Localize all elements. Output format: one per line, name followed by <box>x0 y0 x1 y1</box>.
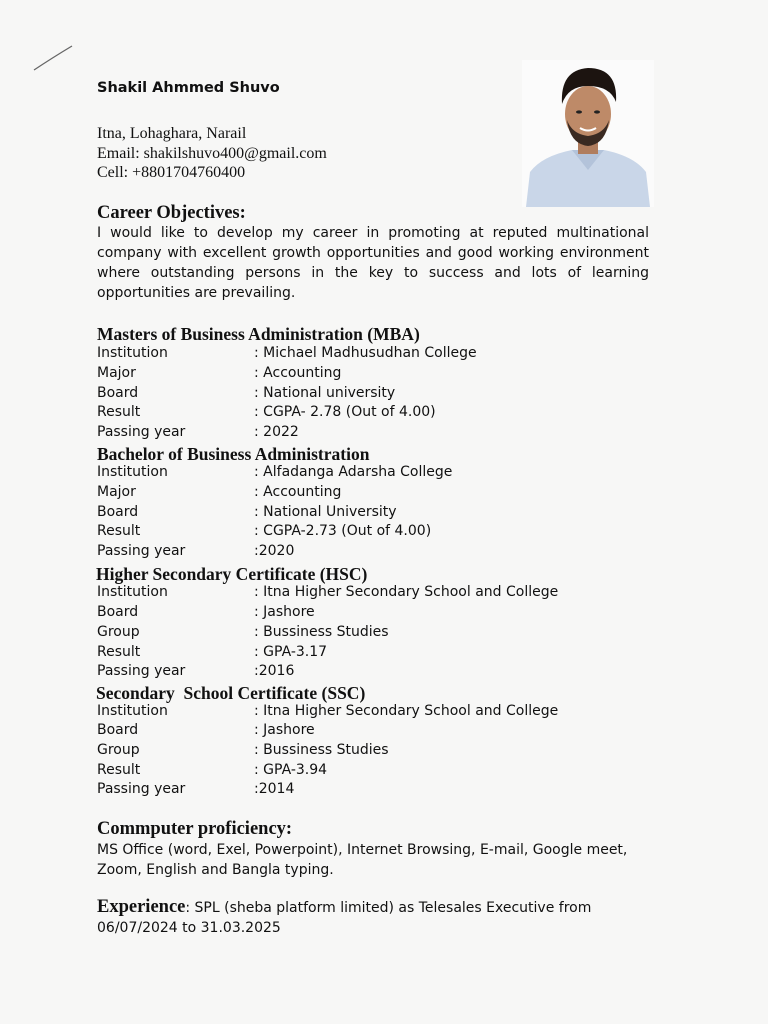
row-label: Group <box>97 742 140 758</box>
row-label: Result <box>97 644 141 660</box>
row-value: : National university <box>254 385 396 401</box>
pen-stroke-mark <box>30 42 76 74</box>
experience-text: : SPL (sheba platform limited) as Telesales Executive from <box>185 900 592 916</box>
row-label: Institution <box>97 703 168 719</box>
experience-heading: Experience <box>97 897 186 917</box>
row-value: : Bussiness Studies <box>254 624 389 640</box>
email-text: Email: shakilshuvo400@gmail.com <box>97 145 327 162</box>
row-label: Passing year <box>97 781 186 797</box>
row-value: : 2022 <box>254 424 299 440</box>
computer-proficiency-line-2: Zoom, English and Bangla typing. <box>97 862 334 878</box>
row-value: : Jashore <box>254 604 315 620</box>
row-value: :2014 <box>254 781 295 797</box>
row-label: Result <box>97 762 141 778</box>
row-label: Institution <box>97 464 168 480</box>
phone-text: Cell: +8801704760400 <box>97 164 246 181</box>
row-value: : Itna Higher Secondary School and College <box>254 584 559 600</box>
profile-photo <box>522 60 654 207</box>
row-value: : National University <box>254 504 397 520</box>
row-label: Major <box>97 484 136 500</box>
row-value: : GPA-3.17 <box>254 644 328 660</box>
row-label: Group <box>97 624 140 640</box>
row-value: : Itna Higher Secondary School and College <box>254 703 559 719</box>
row-label: Institution <box>97 584 168 600</box>
row-label: Board <box>97 604 139 620</box>
row-label: Passing year <box>97 543 186 559</box>
ssc-heading: Secondary School Certificate (SSC) <box>96 683 366 703</box>
row-label: Passing year <box>97 424 186 440</box>
computer-proficiency-line-1: MS Office (word, Exel, Powerpoint), Internet Browsing, E-mail, Google meet, <box>97 842 628 858</box>
bba-heading: Bachelor of Business Administration <box>97 444 370 464</box>
experience-line-1 <box>97 897 591 918</box>
row-label: Passing year <box>97 663 186 679</box>
row-value: : Alfadanga Adarsha College <box>254 464 453 480</box>
row-label: Board <box>97 385 139 401</box>
address-text: Itna, Lohaghara, Narail <box>97 125 247 142</box>
row-label: Result <box>97 523 141 539</box>
row-value: :2020 <box>254 543 295 559</box>
candidate-name: Shakil Ahmmed Shuvo <box>97 80 280 96</box>
mba-heading: Masters of Business Administration (MBA) <box>97 324 420 344</box>
row-label: Major <box>97 365 136 381</box>
row-value: : Accounting <box>254 484 342 500</box>
row-value: :2016 <box>254 663 295 679</box>
row-value: : Michael Madhusudhan College <box>254 345 477 361</box>
row-label: Board <box>97 504 139 520</box>
row-label: Result <box>97 404 141 420</box>
hsc-heading: Higher Secondary Certificate (HSC) <box>96 564 368 584</box>
career-objectives-text: I would like to develop my career in promoting at reputed multinational company with excellent growth opportunities and good working environment where outstanding persons in the key to success and lots of learning opportunities are prevailing. <box>97 225 649 301</box>
row-label: Institution <box>97 345 168 361</box>
row-value: : GPA-3.94 <box>254 762 328 778</box>
row-value: : Accounting <box>254 365 342 381</box>
experience-line-2: 06/07/2024 to 31.03.2025 <box>97 920 281 936</box>
row-value: : CGPA- 2.78 (Out of 4.00) <box>254 404 436 420</box>
career-objectives-heading: Career Objectives: <box>97 203 246 223</box>
computer-proficiency-heading: Commputer proficiency: <box>97 819 293 839</box>
row-value: : Bussiness Studies <box>254 742 389 758</box>
row-value: : CGPA-2.73 (Out of 4.00) <box>254 523 432 539</box>
row-value: : Jashore <box>254 722 315 738</box>
row-label: Board <box>97 722 139 738</box>
